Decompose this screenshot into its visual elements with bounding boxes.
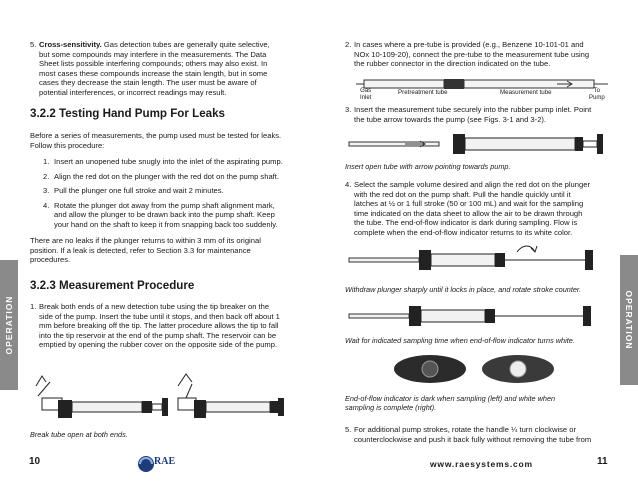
operation-tab-right bbox=[620, 255, 638, 385]
item-text: most cases these compounds increase the stain length, but in some bbox=[39, 68, 268, 78]
section-heading-measurement: 3.2.3 Measurement Procedure bbox=[30, 279, 195, 292]
item-text: Sheet lists possible interfering compounds; others may also exist. In bbox=[39, 59, 268, 69]
cross-sensitivity-item bbox=[30, 40, 301, 98]
item-text: emptied by opening the rubber cover on the opposite side of the pump. bbox=[39, 340, 278, 350]
step-text: your hand on the shaft to keep it from snapping back too suddenly. bbox=[54, 219, 278, 229]
item-text: For additional pump strokes, rotate the handle ¼ turn clockwise or bbox=[354, 425, 577, 434]
insert-tube-caption: Insert open tube with arrow pointing towards pump. bbox=[345, 162, 511, 171]
label-line: Gas bbox=[360, 88, 372, 94]
label-line: To bbox=[593, 88, 601, 94]
item-text: potential interferences, or incorrect readings may result. bbox=[39, 87, 227, 97]
website-link[interactable]: www.raesystems.com bbox=[430, 459, 533, 469]
leak-step-1 bbox=[30, 157, 292, 167]
item-number: 4. bbox=[345, 180, 352, 189]
item-text: Select the sample volume desired and align the red dot on the plunger bbox=[354, 180, 590, 189]
step-number: 4. bbox=[43, 200, 50, 210]
withdraw-plunger-caption: Withdraw plunger sharply until it locks in place, and rotate stroke counter. bbox=[345, 285, 582, 294]
item-text: the tube arrow towards the pump (see Figs. 3-1 and 3-2). bbox=[354, 114, 547, 124]
measurement-tube-label: Measurement tube bbox=[500, 89, 552, 96]
to-pump-label bbox=[589, 88, 605, 101]
item-text: complete when the end-of-flow indicator returns to its white color. bbox=[354, 227, 573, 237]
item-number: 5. bbox=[30, 40, 37, 49]
step-number: 2. bbox=[43, 171, 50, 181]
item-text: with the red dot on the pump shaft. Pull the handle quickly until it bbox=[354, 189, 571, 199]
pretreatment-tube-label: Pretreatment tube bbox=[398, 89, 448, 96]
item-text: latches at ½ or 1 full stroke (50 or 100 mL) and wait for the sampling bbox=[354, 199, 584, 209]
intro-line: Follow this procedure: bbox=[30, 140, 105, 150]
item-text: NOx 10-109-20), connect the pre-tube to the measurement tube using bbox=[354, 49, 590, 59]
item-text: the tube. The end-of-flow indicator is dark during sampling. Flow is bbox=[354, 218, 578, 228]
logo-text: RAE bbox=[154, 456, 176, 467]
page-number-left: 10 bbox=[29, 456, 41, 467]
item-number: 1. bbox=[30, 302, 37, 311]
step-text: Align the red dot on the plunger with the red dot on the pump shaft. bbox=[54, 171, 280, 181]
item-text: Insert the measurement tube securely into the rubber pump inlet. Point bbox=[354, 105, 592, 114]
sample-volume-item bbox=[345, 180, 624, 238]
step-text: Rotate the plunger dot away from the pump shaft alignment mark, bbox=[54, 200, 275, 210]
label-line: Pump bbox=[589, 94, 605, 101]
pretube-diagram bbox=[352, 72, 612, 100]
leak-step-4 bbox=[30, 201, 292, 230]
leak-step-2 bbox=[30, 172, 292, 182]
item-text: In cases where a pre-tube is provided (e.g., Benzene 10-101-01 and bbox=[354, 40, 584, 49]
result-line: position. If a leak is detected, refer to Section 3.3 for maintenance bbox=[30, 245, 251, 255]
section-heading-leak-test: 3.2.2 Testing Hand Pump For Leaks bbox=[30, 107, 225, 120]
item-text: but some compounds may interfere in the measurements. The Data bbox=[39, 49, 267, 59]
item-text: side of the pump. Insert the tube until it stops, and then back off about 1 bbox=[39, 311, 280, 321]
step-number: 1. bbox=[43, 157, 50, 166]
leak-test-intro bbox=[30, 131, 292, 150]
break-tube-caption: Break tube open at both ends. bbox=[30, 430, 128, 439]
step-text: Pull the plunger one full stroke and wait 2 minutes. bbox=[54, 186, 224, 196]
item-text: cases they decrease the stain length. The user must be aware of bbox=[39, 78, 257, 88]
caption-line: End-of-flow indicator is dark when sampling (left) and white when bbox=[345, 394, 556, 403]
item-text: into the tip reservoir at the end of the pump shaft. The reservoir can be bbox=[39, 330, 277, 340]
step-number: 3. bbox=[43, 186, 50, 196]
insert-tube-illustration bbox=[345, 128, 615, 160]
leak-step-3 bbox=[30, 186, 292, 196]
break-tube-illustration bbox=[28, 368, 290, 428]
item-text: Break both ends of a new detection tube using the tip breaker on the bbox=[39, 302, 270, 311]
leak-test-steps bbox=[30, 157, 292, 235]
withdraw-plunger-illustration bbox=[345, 242, 615, 278]
tab-label: OPERATION bbox=[4, 295, 14, 355]
label-line: Inlet bbox=[360, 94, 372, 101]
intro-line: Before a series of measurements, the pump used must be tested for leaks. bbox=[30, 131, 282, 140]
item-text: Gas detection tubes are generally quite selective, bbox=[101, 40, 270, 49]
leak-test-result bbox=[30, 236, 292, 265]
result-line: There are no leaks if the plunger returns to within 3 mm of its original bbox=[30, 236, 261, 245]
insert-tube-item bbox=[345, 105, 624, 124]
pump-drawing-right bbox=[178, 374, 284, 418]
item-text: counterclockwise and push it back fully without removing the tube from bbox=[354, 434, 592, 444]
item-text: mm before breaking off the tip. The latter procedure allows the tip to fall bbox=[39, 321, 279, 331]
operation-tab-left bbox=[0, 260, 18, 390]
end-of-flow-indicator-illustration bbox=[392, 352, 558, 386]
pretube-item bbox=[345, 40, 624, 69]
caption-line: sampling is complete (right). bbox=[345, 403, 437, 412]
additional-strokes-item bbox=[345, 425, 624, 444]
item-bold-label: Cross-sensitivity. bbox=[39, 40, 102, 49]
gas-inlet-label bbox=[360, 88, 371, 101]
wait-sampling-illustration bbox=[345, 300, 615, 334]
page-number-right: 11 bbox=[597, 456, 608, 467]
end-of-flow-caption bbox=[345, 394, 555, 412]
item-number: 2. bbox=[345, 40, 352, 49]
result-line: procedures. bbox=[30, 255, 71, 265]
measurement-step-1 bbox=[30, 302, 301, 350]
pump-drawing-left bbox=[36, 376, 168, 418]
item-text: the rubber connector in the direction indicated on the tube. bbox=[354, 59, 551, 69]
step-text: and allow the plunger to be drawn back into the pump shaft. Keep bbox=[54, 210, 275, 220]
tab-label: OPERATION bbox=[624, 290, 634, 350]
step-text: Insert an unopened tube snugly into the inlet of the aspirating pump. bbox=[54, 157, 283, 166]
item-number: 3. bbox=[345, 105, 352, 114]
rae-logo bbox=[136, 454, 184, 476]
item-text: time indicated on the data sheet to allow the air to be drawn through bbox=[354, 208, 583, 218]
wait-sampling-caption: Wait for indicated sampling time when end-of-flow indicator turns white. bbox=[345, 336, 575, 345]
item-number: 5. bbox=[345, 425, 352, 434]
